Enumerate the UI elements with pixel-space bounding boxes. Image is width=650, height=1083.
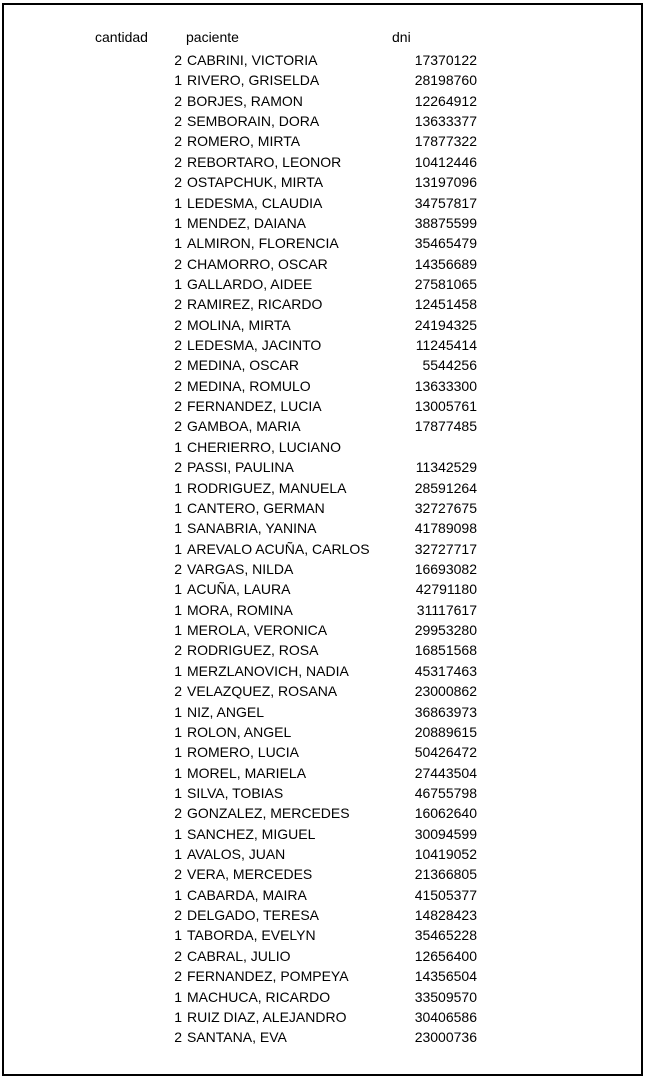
cell-cantidad: 2 [174, 296, 182, 313]
cell-paciente: MEDINA, ROMULO [187, 377, 311, 394]
cell-cantidad: 1 [174, 886, 182, 903]
cell-cantidad: 1 [174, 764, 182, 781]
table-row [4, 925, 641, 945]
cell-cantidad: 1 [174, 601, 182, 618]
cell-cantidad: 2 [174, 560, 182, 577]
cell-dni: 27581065 [414, 275, 477, 292]
cell-paciente: CABRINI, VICTORIA [187, 52, 318, 68]
cell-cantidad: 2 [174, 153, 182, 170]
cell-dni: 50426472 [414, 744, 477, 761]
cell-cantidad: 2 [174, 947, 182, 964]
cell-cantidad: 2 [174, 805, 182, 822]
cell-dni: 41789098 [414, 520, 477, 537]
cell-cantidad: 1 [174, 194, 182, 211]
cell-dni: 45317463 [414, 662, 477, 679]
table-row [4, 91, 641, 111]
cell-paciente: ROMERO, LUCIA [187, 744, 300, 761]
cell-dni: 17877485 [414, 418, 477, 435]
table-row [4, 600, 641, 620]
table-row [4, 111, 641, 131]
cell-paciente: CABARDA, MAIRA [187, 886, 307, 903]
cell-cantidad: 1 [174, 622, 182, 639]
cell-cantidad: 2 [174, 866, 182, 883]
cell-paciente: RUIZ DIAZ, ALEJANDRO [187, 1008, 347, 1025]
table-row [4, 579, 641, 599]
table-row [4, 254, 641, 274]
cell-cantidad: 2 [174, 357, 182, 374]
cell-cantidad: 2 [174, 398, 182, 415]
cell-cantidad: 2 [174, 418, 182, 435]
table-row [4, 437, 641, 457]
table-row [4, 1027, 641, 1047]
cell-dni: 12451458 [414, 296, 477, 313]
cell-paciente: CANTERO, GERMAN [187, 499, 325, 516]
document-page [2, 3, 643, 1076]
cell-paciente: MEROLA, VERONICA [187, 622, 328, 639]
cell-cantidad: 2 [174, 133, 182, 150]
cell-dni: 11245414 [415, 337, 477, 354]
cell-paciente: MENDEZ, DAIANA [187, 214, 307, 231]
table-row [4, 193, 641, 213]
cell-cantidad: 1 [174, 784, 182, 801]
cell-paciente: AREVALO ACUÑA, CARLOS [187, 540, 370, 557]
cell-cantidad: 2 [174, 459, 182, 476]
table-row [4, 620, 641, 640]
cell-cantidad: 1 [174, 723, 182, 740]
table-row [4, 783, 641, 803]
cell-cantidad: 1 [174, 499, 182, 516]
cell-cantidad: 2 [174, 92, 182, 109]
cell-dni: 35465228 [414, 927, 477, 944]
cell-dni: 41505377 [414, 886, 477, 903]
cell-dni: 34757817 [414, 194, 477, 211]
cell-dni: 5544256 [422, 357, 477, 374]
table-row [4, 966, 641, 986]
table-row [4, 844, 641, 864]
cell-dni: 32727675 [414, 499, 477, 516]
cell-cantidad: 2 [174, 1029, 182, 1046]
table-row [4, 742, 641, 762]
cell-paciente: BORJES, RAMON [187, 92, 303, 109]
cell-dni: 23000862 [414, 683, 477, 700]
table-row [4, 50, 641, 70]
cell-paciente: FERNANDEZ, LUCIA [187, 398, 322, 415]
cell-cantidad: 1 [174, 72, 182, 89]
table-row [4, 681, 641, 701]
cell-dni: 31117617 [416, 601, 477, 618]
table-row [4, 416, 641, 436]
table-row [4, 131, 641, 151]
cell-cantidad: 2 [174, 255, 182, 272]
table-row [4, 987, 641, 1007]
table-row [4, 640, 641, 660]
table-row [4, 559, 641, 579]
header-dni: dni [392, 29, 411, 45]
cell-dni: 23000736 [414, 1029, 477, 1046]
cell-paciente: OSTAPCHUK, MIRTA [187, 174, 324, 191]
table-header [4, 29, 641, 49]
cell-cantidad: 1 [174, 927, 182, 944]
cell-dni: 14828423 [414, 907, 477, 924]
cell-paciente: RODRIGUEZ, MANUELA [187, 479, 347, 496]
table-row [4, 702, 641, 722]
cell-paciente: VARGAS, NILDA [187, 560, 294, 577]
cell-cantidad: 2 [174, 316, 182, 333]
table-row [4, 294, 641, 314]
cell-dni: 30094599 [414, 825, 477, 842]
cell-dni: 17877322 [414, 133, 477, 150]
cell-paciente: MOREL, MARIELA [187, 764, 307, 781]
cell-paciente: ROMERO, MIRTA [187, 133, 301, 150]
cell-paciente: MEDINA, OSCAR [187, 357, 300, 374]
header-paciente: paciente [186, 29, 239, 45]
table-row [4, 315, 641, 335]
cell-paciente: CHERIERRO, LUCIANO [187, 438, 342, 455]
cell-paciente: REBORTARO, LEONOR [187, 153, 342, 170]
table-row [4, 498, 641, 518]
header-cantidad: cantidad [95, 29, 148, 45]
cell-cantidad: 1 [174, 825, 182, 842]
cell-dni: 24194325 [414, 316, 477, 333]
cell-cantidad: 1 [174, 581, 182, 598]
cell-cantidad: 2 [174, 907, 182, 924]
cell-paciente: CHAMORRO, OSCAR [187, 255, 328, 272]
cell-cantidad: 2 [174, 642, 182, 659]
cell-dni: 12264912 [414, 92, 477, 109]
cell-cantidad: 1 [174, 744, 182, 761]
cell-dni: 14356504 [414, 968, 477, 985]
cell-dni: 30406586 [414, 1008, 477, 1025]
cell-cantidad: 1 [174, 275, 182, 292]
table-row [4, 70, 641, 90]
cell-dni: 11342529 [415, 459, 477, 476]
cell-paciente: TABORDA, EVELYN [187, 927, 316, 944]
cell-dni: 10412446 [414, 153, 477, 170]
cell-cantidad: 2 [174, 52, 182, 68]
cell-dni: 27443504 [414, 764, 477, 781]
cell-paciente: ROLON, ANGEL [187, 723, 292, 740]
cell-paciente: SANTANA, EVA [187, 1029, 287, 1046]
cell-cantidad: 1 [174, 214, 182, 231]
cell-dni: 42791180 [415, 581, 477, 598]
cell-paciente: GALLARDO, AIDEE [187, 275, 313, 292]
table-row [4, 763, 641, 783]
table-row [4, 355, 641, 375]
table-row [4, 376, 641, 396]
cell-paciente: SANABRIA, YANINA [187, 520, 317, 537]
cell-cantidad: 1 [174, 703, 182, 720]
table-row [4, 824, 641, 844]
cell-paciente: VERA, MERCEDES [187, 866, 313, 883]
cell-dni: 16062640 [414, 805, 477, 822]
cell-paciente: AVALOS, JUAN [187, 846, 286, 863]
cell-cantidad: 2 [174, 174, 182, 191]
cell-dni: 33509570 [414, 988, 477, 1005]
table-row [4, 152, 641, 172]
table-row [4, 803, 641, 823]
table-row [4, 864, 641, 884]
cell-cantidad: 2 [174, 113, 182, 130]
cell-paciente: MACHUCA, RICARDO [187, 988, 331, 1005]
cell-dni: 38875599 [414, 214, 477, 231]
table-row [4, 457, 641, 477]
table-row [4, 1007, 641, 1027]
cell-cantidad: 1 [174, 479, 182, 496]
cell-paciente: ALMIRON, FLORENCIA [187, 235, 339, 252]
cell-dni: 46755798 [414, 784, 477, 801]
cell-paciente: RIVERO, GRISELDA [187, 72, 320, 89]
cell-dni: 12656400 [414, 947, 477, 964]
table-row [4, 478, 641, 498]
cell-dni: 16851568 [414, 642, 477, 659]
cell-paciente: SILVA, TOBIAS [187, 784, 284, 801]
table-row [4, 539, 641, 559]
cell-paciente: CABRAL, JULIO [187, 947, 291, 964]
table-body [4, 50, 641, 1048]
cell-paciente: PASSI, PAULINA [187, 459, 294, 476]
cell-dni: 17370122 [414, 52, 477, 68]
table-row [4, 335, 641, 355]
cell-paciente: RAMIREZ, RICARDO [187, 296, 323, 313]
cell-dni: 21366805 [414, 866, 477, 883]
cell-dni: 13633300 [414, 377, 477, 394]
cell-dni: 16693082 [414, 560, 477, 577]
cell-dni: 13633377 [414, 113, 477, 130]
table-row [4, 172, 641, 192]
cell-paciente: LEDESMA, JACINTO [187, 337, 322, 354]
cell-paciente: FERNANDEZ, POMPEYA [187, 968, 349, 985]
table-row [4, 518, 641, 538]
cell-cantidad: 1 [174, 988, 182, 1005]
cell-cantidad: 1 [174, 438, 182, 455]
cell-dni: 28198760 [414, 72, 477, 89]
table-row [4, 946, 641, 966]
cell-paciente: NIZ, ANGEL [187, 703, 265, 720]
cell-paciente: DELGADO, TERESA [187, 907, 320, 924]
cell-paciente: MERZLANOVICH, NADIA [187, 662, 349, 679]
cell-dni: 14356689 [414, 255, 477, 272]
cell-paciente: RODRIGUEZ, ROSA [187, 642, 319, 659]
cell-cantidad: 2 [174, 337, 182, 354]
cell-paciente: SEMBORAIN, DORA [187, 113, 320, 130]
cell-paciente: SANCHEZ, MIGUEL [187, 825, 316, 842]
table-row [4, 213, 641, 233]
cell-dni: 13005761 [414, 398, 477, 415]
cell-cantidad: 2 [174, 683, 182, 700]
cell-paciente: LEDESMA, CLAUDIA [187, 194, 323, 211]
cell-dni: 13197096 [414, 174, 477, 191]
cell-dni: 10419052 [414, 846, 477, 863]
cell-paciente: MOLINA, MIRTA [187, 316, 291, 333]
cell-cantidad: 1 [174, 1008, 182, 1025]
cell-cantidad: 1 [174, 846, 182, 863]
cell-paciente: MORA, ROMINA [187, 601, 293, 618]
table-row [4, 722, 641, 742]
cell-dni: 29953280 [414, 622, 477, 639]
cell-dni: 32727717 [414, 540, 477, 557]
table-row [4, 396, 641, 416]
cell-dni: 28591264 [414, 479, 477, 496]
table-row [4, 274, 641, 294]
cell-dni: 35465479 [414, 235, 477, 252]
cell-cantidad: 2 [174, 377, 182, 394]
cell-cantidad: 1 [174, 235, 182, 252]
cell-cantidad: 2 [174, 968, 182, 985]
cell-paciente: VELAZQUEZ, ROSANA [187, 683, 338, 700]
table-row [4, 905, 641, 925]
cell-paciente: ACUÑA, LAURA [187, 581, 291, 598]
cell-cantidad: 1 [174, 520, 182, 537]
cell-dni: 20889615 [414, 723, 477, 740]
cell-cantidad: 1 [174, 540, 182, 557]
cell-paciente: GONZALEZ, MERCEDES [187, 805, 350, 822]
table-row [4, 885, 641, 905]
table-row [4, 233, 641, 253]
table-row [4, 661, 641, 681]
cell-dni: 36863973 [414, 703, 477, 720]
cell-cantidad: 1 [174, 662, 182, 679]
cell-paciente: GAMBOA, MARIA [187, 418, 301, 435]
